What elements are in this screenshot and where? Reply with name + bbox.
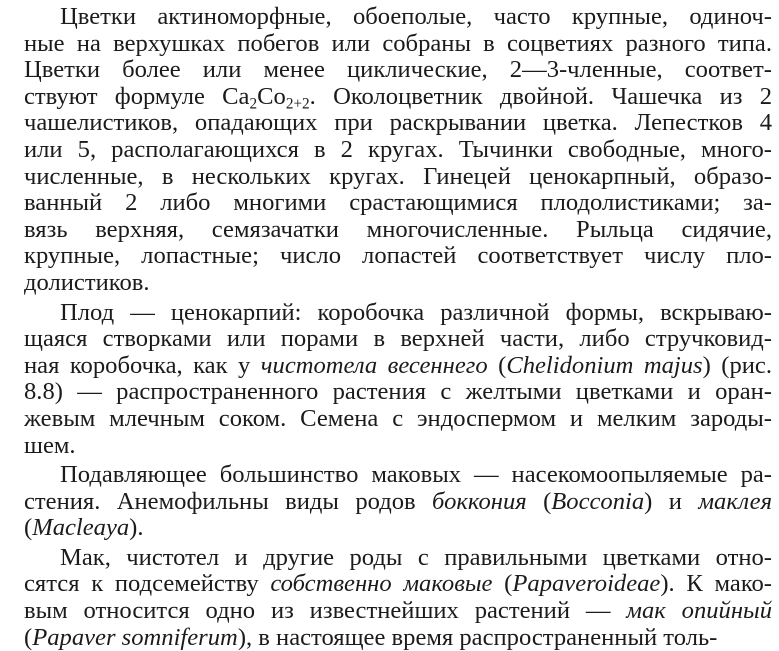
- text-run: ) и: [644, 488, 699, 515]
- text-line: [24, 243, 772, 270]
- paragraph: [24, 462, 772, 542]
- text-run: (: [24, 515, 33, 542]
- text-run: крупные, лопастные; число лопастей соответствует числу пло-: [24, 243, 772, 270]
- text-run: жевым млечным соком. Семена с эндоспермом и мелким зароды-: [24, 405, 772, 432]
- text-run: (: [492, 571, 513, 598]
- text-line: [24, 489, 772, 516]
- text-run: ) (рис.: [702, 352, 772, 379]
- text-run: ванный 2 либо многими срастающимися плодолистиками; за-: [24, 190, 772, 217]
- text-line: [24, 598, 772, 625]
- subscript: 2+2: [285, 95, 310, 111]
- text-run: 8.8) — распространенного растения с желтыми цветками и оран-: [24, 379, 772, 406]
- text-run: (: [487, 352, 507, 379]
- text-line: [24, 625, 772, 651]
- text-line: [24, 270, 772, 297]
- paragraph: [24, 4, 772, 297]
- text-run: Цветки актиноморфные, обоеполые, часто крупные, одиноч-: [60, 4, 772, 30]
- text-run: Co: [257, 83, 286, 110]
- text-run: или 5, располагающихся в 2 кругах. Тычинки свободные, много-: [24, 136, 772, 163]
- text-line: [24, 300, 772, 327]
- text-line: [24, 406, 772, 433]
- subscript: 2: [249, 95, 258, 111]
- text-run: численные, в нескольких кругах. Гинецей ценокарпный, образо-: [24, 163, 772, 190]
- text-run: ная коробочка, как у: [24, 352, 261, 379]
- text-line: [24, 84, 772, 111]
- paragraph: [24, 545, 772, 651]
- text-line: [24, 326, 772, 353]
- text-run: . Околоцветник двойной. Чашечка из 2: [309, 83, 772, 110]
- italic-term: Chelidonium majus: [506, 352, 703, 379]
- text-line: [24, 545, 772, 572]
- italic-term: чистотела весеннего: [260, 352, 488, 379]
- text-line: [24, 4, 772, 31]
- text-run: долистиков.: [24, 269, 150, 296]
- italic-term: Papaveroideae: [512, 571, 661, 598]
- text-run: чашелистиков, опадающих при раскрывании цветка. Лепестков 4: [24, 110, 772, 137]
- text-run: Плод — ценокарпий: коробочка различной формы, вскрываю-: [60, 299, 772, 326]
- text-run: сятся к подсемейству: [24, 571, 271, 598]
- italic-term: мак опийный: [626, 598, 772, 625]
- text-line: [24, 190, 772, 217]
- text-run: вым относится одно из известнейших растений —: [24, 598, 627, 625]
- text-line: [24, 433, 772, 460]
- text-line: [24, 515, 772, 542]
- italic-term: боккония: [432, 488, 527, 515]
- text-line: [24, 31, 772, 58]
- paragraph: [24, 300, 772, 460]
- italic-term: маклея: [698, 488, 772, 515]
- text-run: Подавляющее большинство маковых — насекомоопыляемые ра-: [60, 462, 772, 489]
- text-run: вязь верхняя, семязачатки многочисленные. Рыльца сидячие,: [24, 216, 772, 243]
- italic-term: Bocconia: [551, 488, 645, 515]
- text-run: Цветки более или менее циклические, 2—3-членные, соответ-: [24, 57, 772, 84]
- text-run: Мак, чистотел и другие роды с правильными цветками отно-: [60, 544, 772, 571]
- text-run: шем.: [24, 432, 76, 459]
- text-line: [24, 137, 772, 164]
- text-line: [24, 217, 772, 244]
- italic-term: Macleaya: [32, 515, 130, 542]
- text-line: [24, 353, 772, 380]
- italic-term: собственно маковые: [270, 571, 493, 598]
- text-line: [24, 379, 772, 406]
- text-line: [24, 164, 772, 191]
- text-run: ).: [129, 515, 144, 542]
- text-run: (: [526, 488, 552, 515]
- italic-term: Papaver somniferum: [32, 624, 238, 651]
- text-run: ). К мако-: [660, 571, 772, 598]
- text-line: [24, 462, 772, 489]
- text-run: ствуют формуле Ca: [24, 83, 250, 110]
- text-line: [24, 57, 772, 84]
- text-run: щаяся створками или порами в верхней части, либо стручковид-: [24, 326, 772, 353]
- text-run: стения. Анемофильны виды родов: [24, 488, 433, 515]
- text-line: [24, 110, 772, 137]
- document-page: [24, 4, 772, 651]
- text-run: ные на верхушках побегов или собраны в соцветиях разного типа.: [24, 30, 772, 57]
- text-line: [24, 571, 772, 598]
- text-run: ), в настоящее время распространенный толь-: [237, 624, 718, 651]
- text-run: (: [24, 624, 33, 651]
